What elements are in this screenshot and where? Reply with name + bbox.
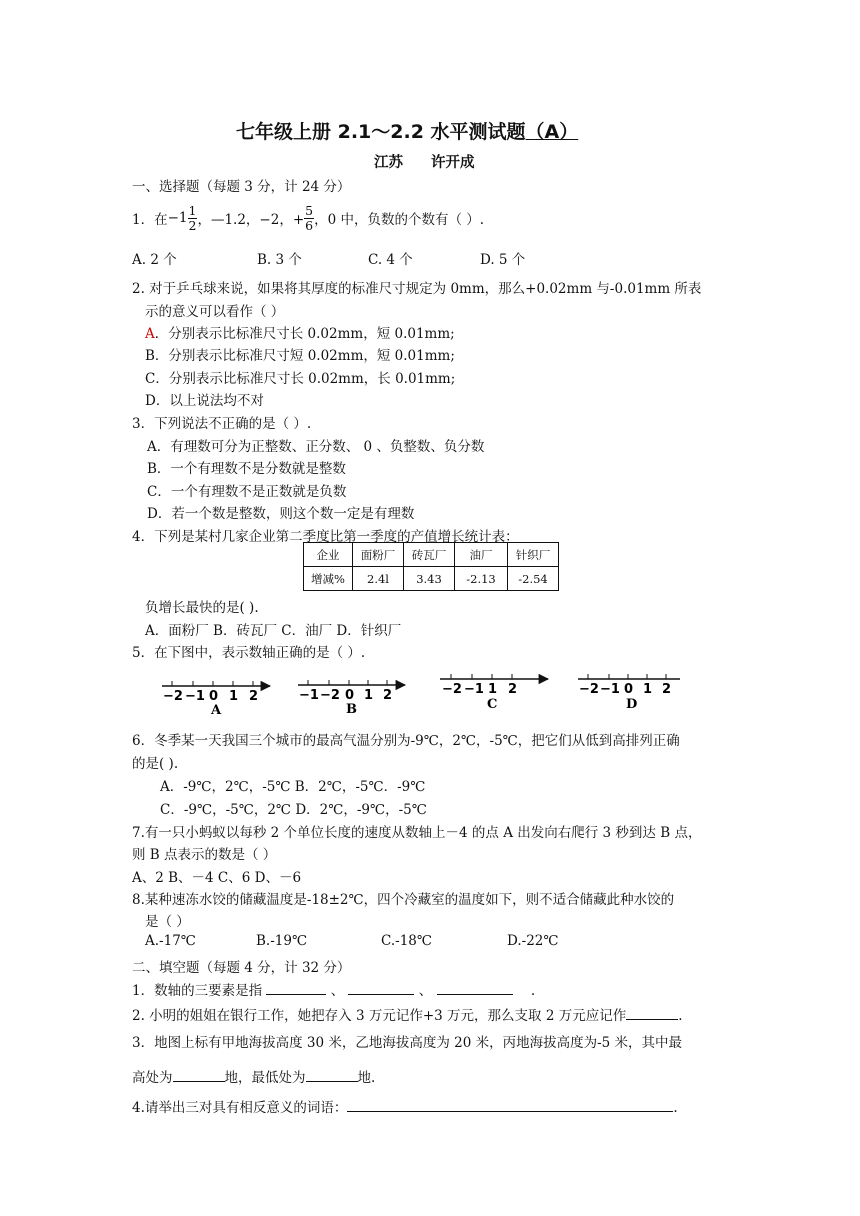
q3-option-d: D．若一个数是整数，则这个数一定是有理数: [147, 506, 415, 522]
tick-label: 1: [488, 682, 498, 697]
q1-mid: ，—1.2，−2，+: [197, 212, 305, 228]
fill-q1: 1．数轴的三要素是指 、 、 .: [132, 983, 536, 999]
q4-question: 负增长最快的是( ).: [145, 600, 259, 616]
answer-blank[interactable]: [347, 1099, 673, 1112]
table-cell: 针织厂: [508, 543, 559, 567]
q8-option-b: B.-19℃: [256, 933, 308, 949]
q6-options-row-2: C．-9℃，-5℃，2℃ D．2℃，-9℃，-5℃: [160, 802, 427, 818]
q3-option-c: C．一个有理数不是正数就是负数: [147, 484, 347, 500]
q2-option-a: A．分别表示比标准尺寸长 0.02mm，短 0.01mm;: [145, 326, 455, 342]
table-cell: 企业: [304, 543, 353, 567]
tick-label: 0: [345, 688, 355, 703]
q1-fraction-2: $\frac{5}{6}$: [305, 202, 314, 233]
tick-label: 2: [662, 682, 672, 697]
tick-label: 2: [508, 682, 518, 697]
figure-letter: C: [487, 697, 498, 712]
tick-label: −1: [600, 682, 620, 697]
q6-options-row-1: A．-9℃，2℃，-5℃ B．2℃，-5℃．-9℃: [160, 779, 426, 795]
q7-line-1: 7.有一只小蚂蚁以每秒 2 个单位长度的速度从数轴上－4 的点 A 出发向右爬行 3 秒到达 B 点，: [132, 825, 702, 841]
q2-option-a-letter: A: [145, 326, 155, 342]
figure-letter: D: [626, 697, 638, 712]
tick-label: 0: [624, 682, 634, 697]
tick-label: −1: [464, 682, 484, 697]
table-cell: 油厂: [455, 543, 508, 567]
q3-stem: 3．下列说法不正确的是（ ）.: [132, 416, 312, 432]
table-cell: 2.4l: [353, 567, 404, 591]
q2-option-b: B．分别表示比标准尺寸短 0.02mm，短 0.01mm;: [145, 348, 455, 364]
tick-label: −2: [579, 682, 599, 697]
tick-label: 1: [229, 689, 239, 704]
q1-mixed-sign: −1: [167, 210, 188, 226]
title-suffix: （A）: [525, 121, 579, 143]
q7-line-2: 则 B 点表示的数是（ ）: [132, 847, 277, 863]
figure-letter: A: [211, 703, 222, 718]
tick-label: −1: [185, 689, 205, 704]
table-cell: 砖瓦厂: [404, 543, 455, 567]
table-cell: 增减%: [304, 567, 353, 591]
q7-options: A、2 B、－4 C、6 D、－6: [132, 870, 302, 886]
number-line-c: [440, 674, 548, 712]
table-cell: 3.43: [404, 567, 455, 591]
table-cell: -2.54: [508, 567, 559, 591]
author-province: 江苏: [374, 155, 403, 171]
answer-blank[interactable]: [626, 1007, 678, 1020]
q8-option-d: D.-22℃: [507, 933, 559, 949]
q3-option-a: A．有理数可分为正整数、正分数、 0 、负整数、负分数: [147, 439, 485, 455]
figure-letter: B: [346, 702, 357, 717]
tick-label: −2: [442, 682, 462, 697]
number-line-b: [298, 680, 405, 717]
tick-label: 0: [209, 689, 219, 704]
q1-suffix: ，0 中，负数的个数有（ ）.: [314, 212, 485, 228]
answer-blank[interactable]: [266, 982, 326, 995]
q2-option-d: D．以上说法均不对: [145, 393, 264, 409]
fill-q4: 4.请举出三对具有相反意义的词语： .: [132, 1100, 678, 1116]
fill-q3-line-2: 高处为 地，最低处为 地.: [132, 1070, 376, 1086]
q2-line-1: 2. 对于乒乓球来说，如果将其厚度的标准尺寸规定为 0mm，那么+0.02mm 与-0.01mm 所表: [132, 281, 702, 297]
q1-option-a: A. 2 个: [132, 252, 177, 268]
q8-line-1: 8.某种速冻水饺的储藏温度是-18±2℃，四个冷藏室的温度如下，则不适合储藏此种水饺的: [132, 892, 675, 908]
table-cell: 面粉厂: [353, 543, 404, 567]
tick-label: 2: [249, 689, 259, 704]
fill-q4-text: 4.请举出三对具有相反意义的词语：: [132, 1100, 348, 1116]
tick-label: 2: [383, 688, 393, 703]
q5-stem: 5．在下图中，表示数轴正确的是（ ）.: [132, 645, 366, 661]
number-line-d: [578, 674, 680, 712]
q1-prefix: 1．在: [132, 212, 168, 228]
tick-label: −1: [299, 688, 319, 703]
tick-label: 1: [643, 682, 653, 697]
q1-option-b: B. 3 个: [257, 252, 302, 268]
q3-option-b: B．一个有理数不是分数就是整数: [147, 461, 346, 477]
section-heading-choice: 一、选择题（每题 3 分，计 24 分）: [132, 179, 351, 195]
author-name: 许开成: [431, 155, 475, 171]
answer-blank[interactable]: [173, 1069, 225, 1082]
fill-q1-text: 1．数轴的三要素是指: [132, 983, 263, 999]
answer-blank[interactable]: [437, 982, 513, 995]
fill-q3-line-1: 3．地图上标有甲地海拔高度 30 米，乙地海拔高度为 20 米，丙地海拔高度为-5 米，其中最: [132, 1035, 683, 1051]
title-main: 七年级上册 2.1～2.2 水平测试题: [236, 121, 526, 143]
fill-q2-text: 2. 小明的姐姐在银行工作，她把存入 3 万元记作+3 万元，那么支取 2 万元应记作: [132, 1008, 627, 1024]
tick-label: −2: [320, 688, 340, 703]
tick-label: −2: [163, 689, 183, 704]
section-heading-fill: 二、填空题（每题 4 分，计 32 分）: [132, 960, 351, 976]
q4-stem: 4．下列是某村几家企业第二季度比第一季度的产值增长统计表：: [132, 529, 519, 545]
q8-option-c: C.-18℃: [381, 933, 432, 949]
q6-line-1: 6．冬季某一天我国三个城市的最高气温分别为-9℃，2℃，-5℃，把它们从低到高排列正确: [132, 733, 680, 749]
answer-blank[interactable]: [306, 1069, 358, 1082]
q2-line-2: 示的意义可以看作（ ）: [145, 304, 285, 320]
answer-blank[interactable]: [348, 982, 414, 995]
tick-label: 1: [364, 688, 374, 703]
q6-line-2: 的是( ).: [132, 756, 179, 772]
q2-option-c: C．分别表示比标准尺寸长 0.02mm，长 0.01mm;: [145, 371, 456, 387]
table-cell: -2.13: [455, 567, 508, 591]
number-line-a: [162, 681, 270, 718]
q1-fraction-1: $\frac{1}{2}$: [188, 202, 197, 233]
q8-option-a: A.-17℃: [145, 933, 196, 949]
q4-options: A．面粉厂 B．砖瓦厂 C．油厂 D．针织厂: [145, 623, 402, 639]
q1-option-c: C. 4 个: [368, 252, 413, 268]
q8-line-2: 是（ ）: [145, 914, 190, 930]
fill-q2: 2. 小明的姐姐在银行工作，她把存入 3 万元记作+3 万元，那么支取 2 万元应记作 .: [132, 1008, 683, 1024]
q1-option-d: D. 5 个: [480, 252, 526, 268]
